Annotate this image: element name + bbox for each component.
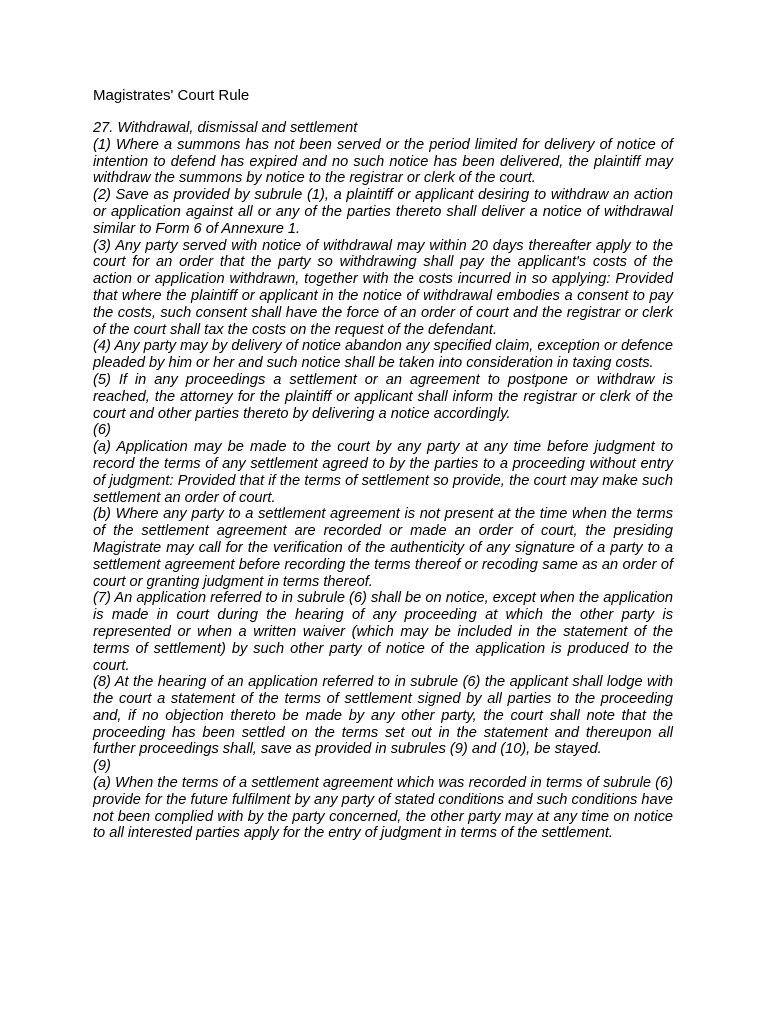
paragraph-subrule-7: (7) An application referred to in subrule (6) shall be on notice, except when the application is made in court during the hearing of any proceeding at which the other party is represented or when a written waiver (which may be included in the statement of the terms of settlement) by such other party of notice of the application is produced to the court. — [93, 590, 673, 674]
document-page — [93, 86, 673, 842]
document-title: Magistrates' Court Rule — [93, 87, 250, 104]
paragraph-subrule-8: (8) At the hearing of an application referred to in subrule (6) the applicant shall lodge with the court a statement of the terms of settlement signed by all parties to the proceeding and, if no objection thereto be made by any other party, the court shall note that the proceeding has been settled on the terms set out in the statement and thereupon all further proceedings shall, save as provided in subrules (9) and (10), be stayed. — [93, 674, 673, 758]
paragraph-subrule-9a: (a) When the terms of a settlement agreement which was recorded in terms of subrule (6) provide for the future fulfilment by any party of stated conditions and such conditions have not been complied with by the party concerned, the other party may at any time on notice to all interested parties apply for the entry of judgment in terms of the settlement. — [93, 775, 673, 842]
paragraph-subrule-1: (1) Where a summons has not been served or the period limited for delivery of notice of intention to defend has expired and no such notice has been delivered, the plaintiff may withdraw the summons by notice to the registrar or clerk of the court. — [93, 136, 673, 187]
paragraph-subrule-9-label: (9) — [93, 758, 111, 775]
document-body — [93, 120, 673, 842]
paragraph-subrule-4: (4) Any party may by delivery of notice abandon any specified claim, exception or defence pleaded by him or her and such notice shall be taken into consideration in taxing costs. — [93, 338, 673, 372]
paragraph-subrule-2: (2) Save as provided by subrule (1), a plaintiff or applicant desiring to withdraw an action or application against all or any of the parties thereto shall deliver a notice of withdrawal similar to Form 6 of Annexure 1. — [93, 187, 673, 237]
paragraph-subrule-5: (5) If in any proceedings a settlement or an agreement to postpone or withdraw is reached, the attorney for the plaintiff or applicant shall inform the registrar or clerk of the court and other parties thereto by delivering a notice accordingly. — [93, 371, 673, 422]
paragraph-subrule-6a: (a) Application may be made to the court by any party at any time before judgment to record the terms of any settlement agreed to by the parties to a proceeding without entry of judgment: Provided that if the terms of settlement so provide, the court may make such settlement an order of court. — [93, 439, 673, 506]
paragraph-subrule-6b: (b) Where any party to a settlement agreement is not present at the time when the terms of the settlement agreement are recorded or made an order of court, the presiding Magistrate may call for the verification of the authenticity of any signature of a party to a settlement agreement before recording the terms thereof or recoding same as an order of court or granting judgment in terms thereof. — [93, 506, 673, 590]
section-heading: 27. Withdrawal, dismissal and settlement — [93, 120, 358, 136]
paragraph-subrule-3: (3) Any party served with notice of withdrawal may within 20 days thereafter apply to the court for an order that the party so withdrawing shall pay the applicant's costs of the action or application withdrawn, together with the costs incurred in so applying: Provided that where the plaintiff or applicant in the notice of withdrawal embodies a consent to pay the costs, such consent shall have the force of an order of court and the registrar or clerk of the court shall tax the costs on the request of the defendant. — [93, 237, 673, 338]
paragraph-subrule-6-label: (6) — [93, 422, 111, 439]
